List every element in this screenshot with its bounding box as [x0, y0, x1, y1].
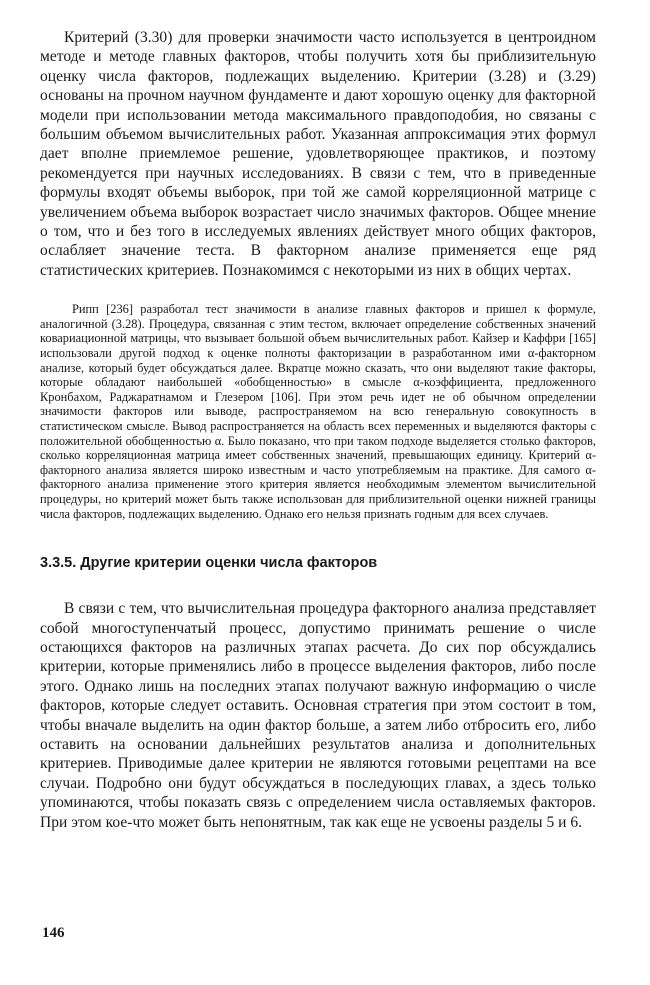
body-paragraph-1: Критерий (3.30) для проверки значимости часто используется в центроидном методе и методе главных факторов, чтобы получить хотя бы приблизительную оценку числа факторов, подлежащих выделению. Критерии (3.28) и (3.29) основаны на прочном научном фундаменте и дают хорошую оценку для факторной модели при использовании метода максимального правдоподобия, но связаны с большим объемом вычислительных работ. Указанная аппроксимация этих формул дает вполне приемлемое решение, удовлетворяющее практиков, и поэтому рекомендуется при научных исследованиях. В связи с тем, что в приведенные формулы входят объемы выборок, при той же самой корреляционной матрице с увеличением объема выборок возрастает число значимых факторов. Общее мнение о том, что и без того в исследуемых явлениях действует много общих факторов, ослабляет значение теста. В факторном анализе применяется еще ряд статистических критериев. Познакомимся с некоторыми из них в общих чертах. — [40, 29, 596, 279]
page-body — [40, 28, 596, 832]
small-print-paragraph: Рипп [236] разработал тест значимости в анализе главных факторов и пришел к формуле, аналогичной (3.28). Процедура, связанная с этим тестом, включает определение собственных значений ковариационной матрицы, что вызывает большой объем вычислительных работ. Кайзер и Каффри [165] использовали другой подход к оценке полноты факторизации в разработанном ими α-факторном анализе, который будет обсуждаться далее. Вкратце можно сказать, что они выделяют такие факторы, которые обладают наибольшей «обобщенностью» в смысле α-коэффициента, предложенного Кронбахом, Раджаратнамом и Глезером [106]. При этом речь идет не об обычном определении значимости факторов или выводе, распространяемом на всю генеральную совокупность в статистическом смысле. Вывод распространяется на область всех переменных и выделяются факторы с положительной обобщенностью α. Было показано, что при таком подходе выделяется столько факторов, сколько корреляционная матрица имеет собственных значений, превышающих единицу. Критерий α-факторного анализа является широко известным и часто употребляемым на практике. Для самого α-факторного анализа применение этого критерия является необходимым элементом вычислительной процедуры, но критерий может быть также использован для приблизительной оценки нижней границы числа факторов, подлежащих выделению. Однако его нельзя признать годным для всех случаев. — [40, 302, 596, 521]
body-paragraph-2: В связи с тем, что вычислительная процедура факторного анализа представляет собой многоступенчатый процесс, допустимо принимать решение о числе остающихся факторов на различных этапах расчета. До сих пор обсуждались критерии, которые применялись либо в процессе выделения факторов, либо после этого. Однако лишь на последних этапах получают важную информацию о числе факторов, которые следует оставить. Основная стратегия при этом состоит в том, чтобы вначале выделить на один фактор больше, а затем либо отбросить его, либо оставить на основании дальнейших результатов анализа и дополнительных критериев. Приводимые далее критерии не являются готовыми рецептами на все случаи. Подробно они будут обсуждаться в последующих главах, а здесь только упоминаются, чтобы показать связь с определением числа оставляемых факторов. При этом кое-что может быть непонятным, так как еще не усвоены разделы 5 и 6. — [40, 600, 596, 831]
section-heading: 3.3.5. Другие критерии оценки числа факторов — [40, 555, 378, 572]
page-number: 146 — [42, 925, 65, 941]
